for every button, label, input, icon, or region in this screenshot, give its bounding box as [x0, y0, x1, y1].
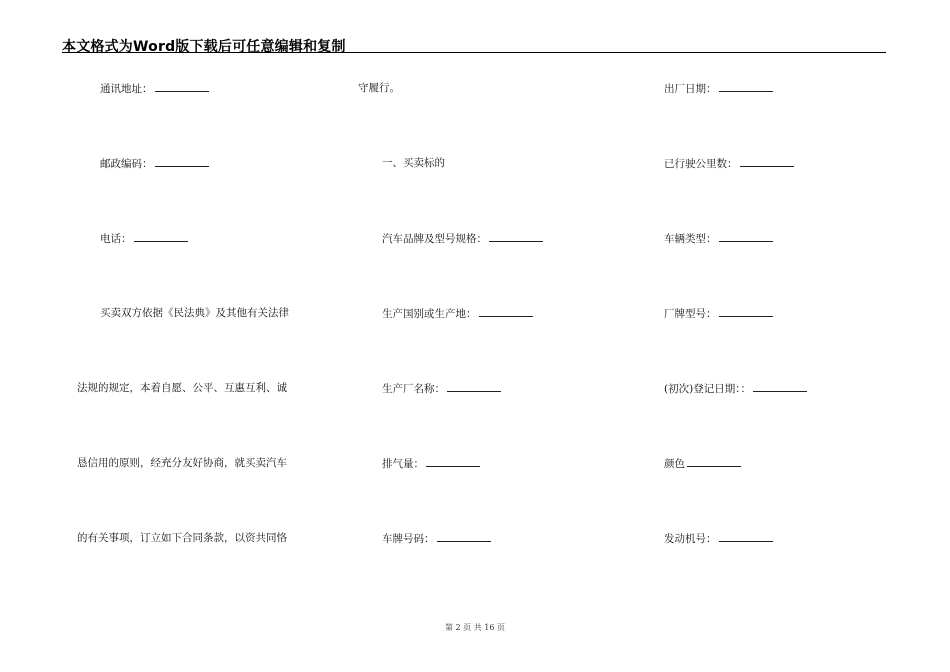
- manufacturer-blank: [447, 380, 501, 392]
- plate-number-field: [382, 530, 491, 546]
- vehicle-type-blank: [719, 230, 773, 242]
- vehicle-type-field: [664, 230, 773, 246]
- paragraph-line-4: 的有关事项，订立如下合同条款，以资共同恪: [77, 532, 287, 544]
- address-field: [100, 80, 209, 96]
- brand-type-label: 厂牌型号：: [664, 308, 717, 320]
- paragraph-line-1: 买卖双方依据《民法典》及其他有关法律: [100, 307, 289, 319]
- postcode-label: 邮政编码：: [100, 158, 153, 170]
- paragraph-line-2: 法规的规定，本着自愿、公平、互惠互利、诚: [77, 382, 287, 394]
- brand-model-label: 汽车品牌及型号规格：: [382, 233, 487, 245]
- origin-label: 生产国别或生产地：: [382, 308, 477, 320]
- phone-blank: [134, 230, 188, 242]
- factory-date-blank: [719, 80, 773, 92]
- color-field: [664, 455, 741, 471]
- displacement-blank: [426, 455, 480, 467]
- postcode-blank: [155, 155, 209, 167]
- origin-blank: [479, 305, 533, 317]
- address-blank: [155, 80, 209, 92]
- origin-field: [382, 305, 533, 321]
- brand-type-field: [664, 305, 773, 321]
- postcode-field: [100, 155, 209, 171]
- engine-number-label: 发动机号：: [664, 533, 717, 545]
- address-label: 通讯地址：: [100, 83, 153, 95]
- manufacturer-field: [382, 380, 501, 396]
- brand-model-field: [382, 230, 543, 246]
- brand-model-blank: [489, 230, 543, 242]
- displacement-label: 排气量：: [382, 458, 424, 470]
- page-number: 第 2 页 共 16 页: [445, 623, 505, 632]
- color-label: 颜色: [664, 458, 685, 470]
- factory-date-field: [664, 80, 773, 96]
- phone-field: [100, 230, 188, 246]
- engine-number-field: [664, 530, 773, 546]
- mileage-field: [664, 155, 794, 171]
- plate-number-label: 车牌号码：: [382, 533, 435, 545]
- page-header-title: 本文格式为Word版下载后可任意编辑和复制: [62, 39, 346, 55]
- mileage-label: 已行驶公里数：: [664, 158, 738, 170]
- phone-label: 电话：: [100, 233, 132, 245]
- registration-date-blank: [753, 380, 807, 392]
- registration-date-field: [664, 380, 807, 396]
- displacement-field: [382, 455, 480, 471]
- registration-date-label: (初次)登记日期：：: [664, 383, 751, 395]
- section-heading: 一、买卖标的: [382, 157, 445, 169]
- plate-number-blank: [437, 530, 491, 542]
- vehicle-type-label: 车辆类型：: [664, 233, 717, 245]
- header-divider: [62, 52, 886, 53]
- brand-type-blank: [719, 305, 773, 317]
- mileage-blank: [740, 155, 794, 167]
- paragraph-line-5: 守履行。: [358, 82, 400, 94]
- manufacturer-label: 生产厂名称：: [382, 383, 445, 395]
- factory-date-label: 出厂日期：: [664, 83, 717, 95]
- color-blank: [687, 455, 741, 467]
- engine-number-blank: [719, 530, 773, 542]
- paragraph-line-3: 恳信用的原则，经充分友好协商，就买卖汽车: [77, 457, 287, 469]
